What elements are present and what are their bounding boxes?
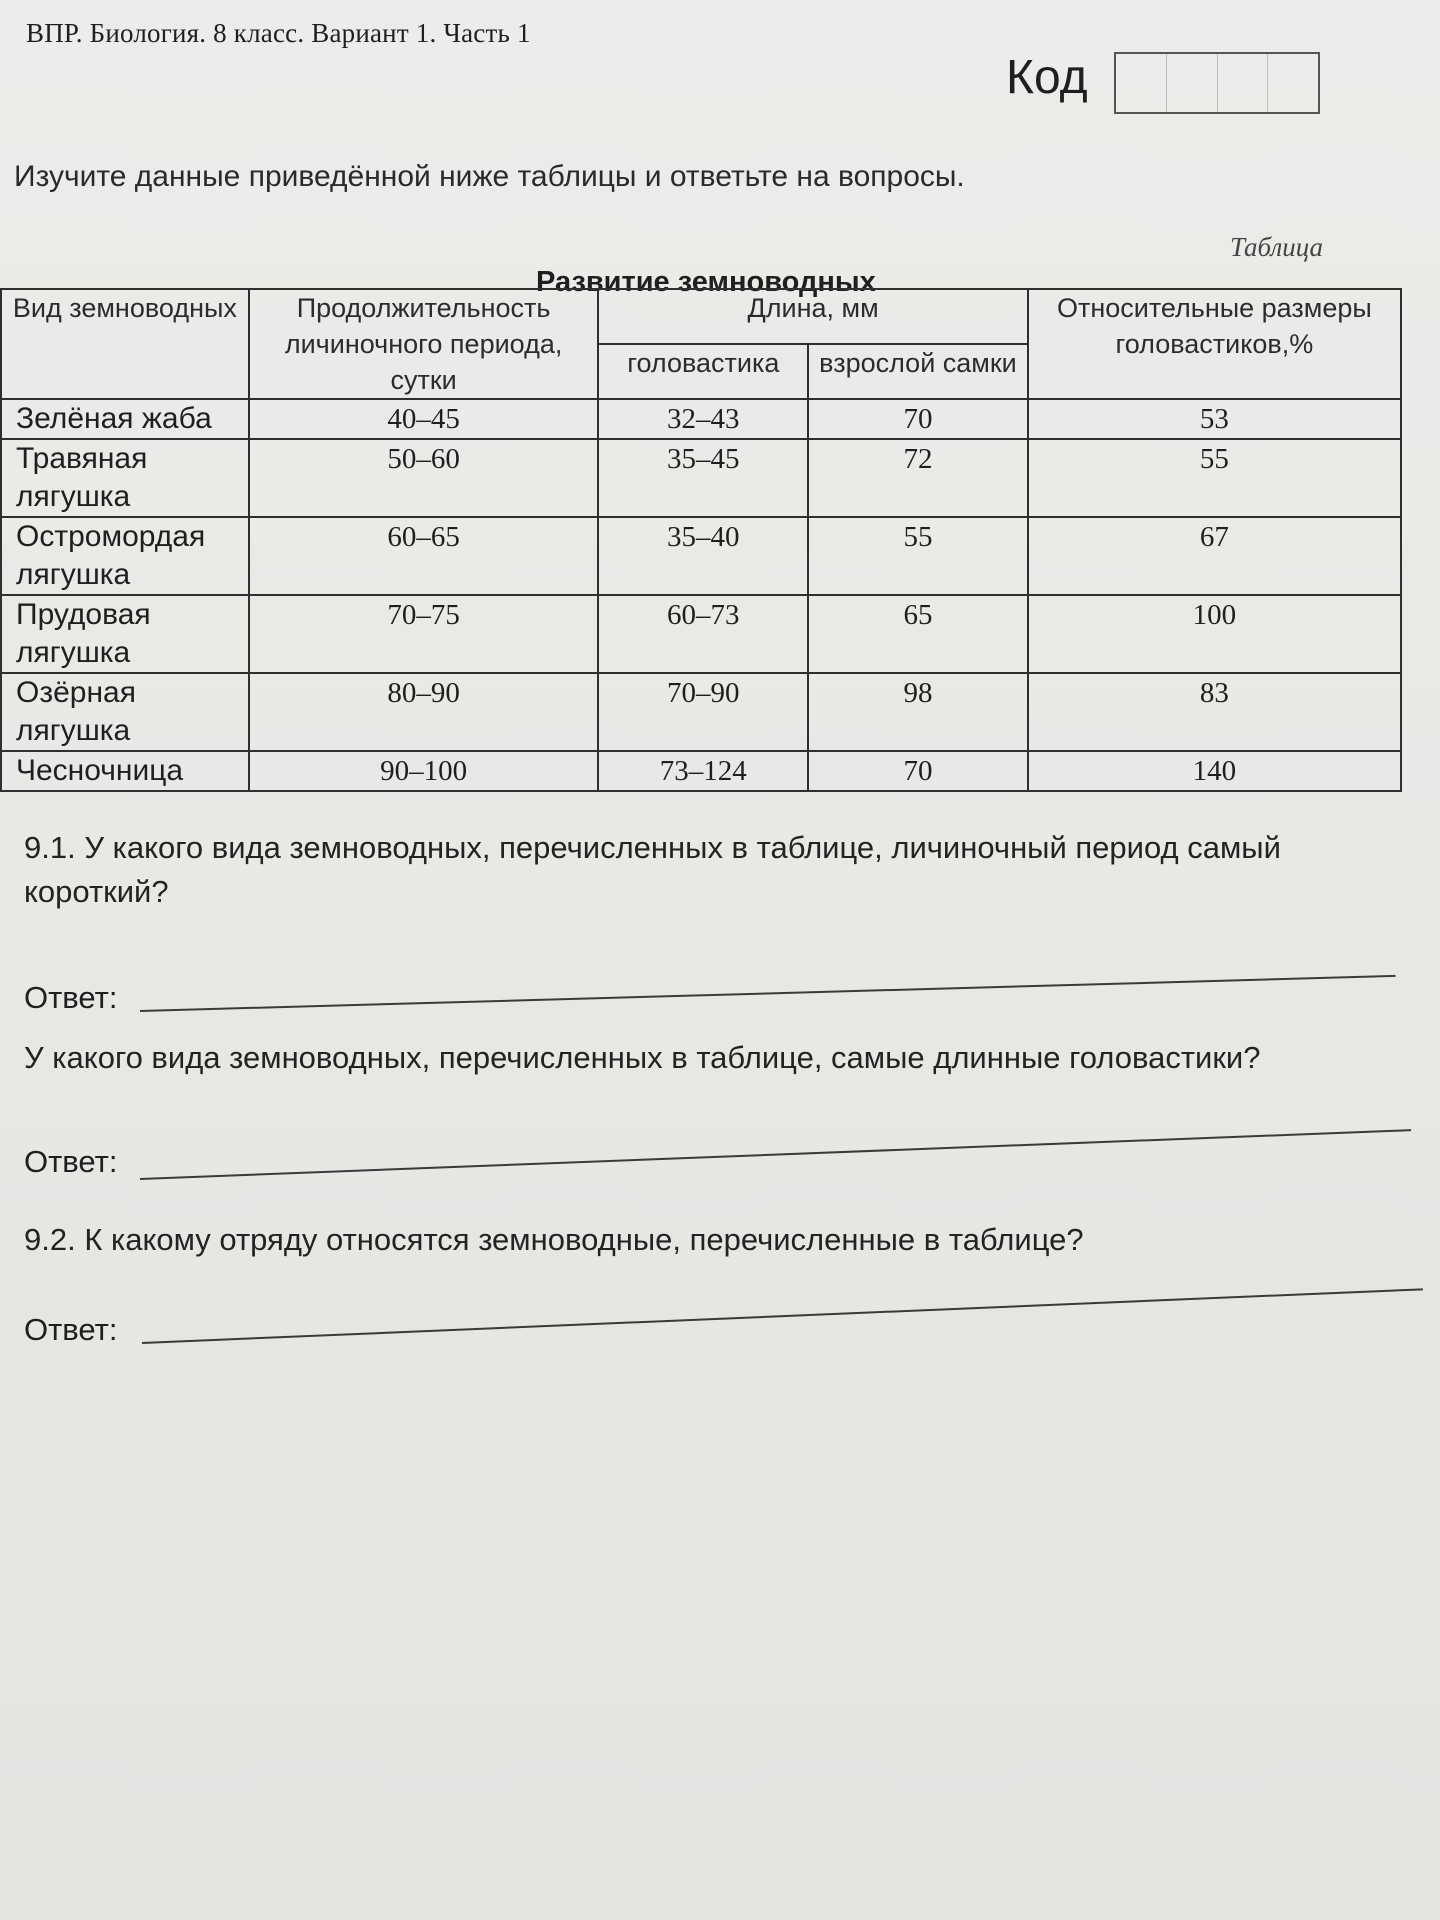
- answer-line-1[interactable]: [140, 975, 1396, 1012]
- cell-species: Травяная лягушка: [1, 439, 249, 517]
- table-row: [1, 517, 1401, 595]
- cell-relative: 140: [1028, 751, 1401, 791]
- cell-female: 98: [808, 673, 1028, 751]
- answer-label: Ответ:: [24, 980, 118, 1015]
- cell-female: 65: [808, 595, 1028, 673]
- code-cell: [1268, 54, 1318, 112]
- code-cell: [1167, 54, 1218, 112]
- question-9-1: 9.1. У какого вида земноводных, перечисленных в таблице, личиночный период самый короткий?: [24, 830, 1281, 909]
- cell-female: 55: [808, 517, 1028, 595]
- header-adult-female: взрослой самки: [808, 344, 1028, 399]
- code-label: Код: [1006, 51, 1088, 104]
- cell-tadpole: 73–124: [598, 751, 808, 791]
- cell-relative: 67: [1028, 517, 1401, 595]
- cell-duration: 70–75: [249, 595, 599, 673]
- cell-duration: 50–60: [249, 439, 599, 517]
- cell-duration: 60–65: [249, 517, 599, 595]
- cell-tadpole: 32–43: [598, 399, 808, 439]
- table-row: [1, 751, 1401, 791]
- table-row: [1, 673, 1401, 751]
- cell-tadpole: 70–90: [598, 673, 808, 751]
- cell-female: 70: [808, 399, 1028, 439]
- cell-species: Прудовая лягушка: [1, 595, 249, 673]
- cell-tadpole: 35–40: [598, 517, 808, 595]
- question-9-1-part-2: У какого вида земноводных, перечисленных в таблице, самые длинные головастики?: [24, 1040, 1261, 1075]
- cell-species: Озёрная лягушка: [1, 673, 249, 751]
- question-9-2: 9.2. К какому отряду относятся земноводные, перечисленные в таблице?: [24, 1222, 1084, 1257]
- header-species: Вид земноводных: [1, 289, 249, 399]
- code-box: [1114, 52, 1320, 114]
- header-length: Длина, мм: [598, 289, 1027, 344]
- cell-duration: 80–90: [249, 673, 599, 751]
- cell-relative: 100: [1028, 595, 1401, 673]
- cell-duration: 90–100: [249, 751, 599, 791]
- cell-species: Остромордая лягушка: [1, 517, 249, 595]
- code-cell: [1218, 54, 1269, 112]
- cell-female: 72: [808, 439, 1028, 517]
- header-tadpole: головастика: [598, 344, 808, 399]
- amphibian-table: [0, 288, 1402, 792]
- code-cell: [1116, 54, 1167, 112]
- answer-label: Ответ:: [24, 1312, 118, 1347]
- cell-tadpole: 60–73: [598, 595, 808, 673]
- table-row: [1, 439, 1401, 517]
- cell-duration: 40–45: [249, 399, 599, 439]
- header-relative-size: Относительные размеры головастиков,%: [1028, 289, 1401, 399]
- answer-line-3[interactable]: [142, 1288, 1423, 1344]
- answer-line-2[interactable]: [140, 1129, 1411, 1180]
- cell-relative: 53: [1028, 399, 1401, 439]
- cell-relative: 55: [1028, 439, 1401, 517]
- table-title: Развитие земноводных: [536, 266, 876, 298]
- answer-label: Ответ:: [24, 1144, 118, 1179]
- worksheet-header: ВПР. Биология. 8 класс. Вариант 1. Часть 1: [26, 18, 531, 48]
- cell-species: Зелёная жаба: [1, 399, 249, 439]
- cell-relative: 83: [1028, 673, 1401, 751]
- cell-tadpole: 35–45: [598, 439, 808, 517]
- cell-female: 70: [808, 751, 1028, 791]
- cell-species: Чесночница: [1, 751, 249, 791]
- header-duration: Продолжительность личиночного периода, сутки: [249, 289, 599, 399]
- table-row: [1, 399, 1401, 439]
- table-row: [1, 595, 1401, 673]
- table-caption: Таблица: [1230, 232, 1324, 262]
- instruction-text: Изучите данные приведённой ниже таблицы и ответьте на вопросы.: [14, 160, 965, 193]
